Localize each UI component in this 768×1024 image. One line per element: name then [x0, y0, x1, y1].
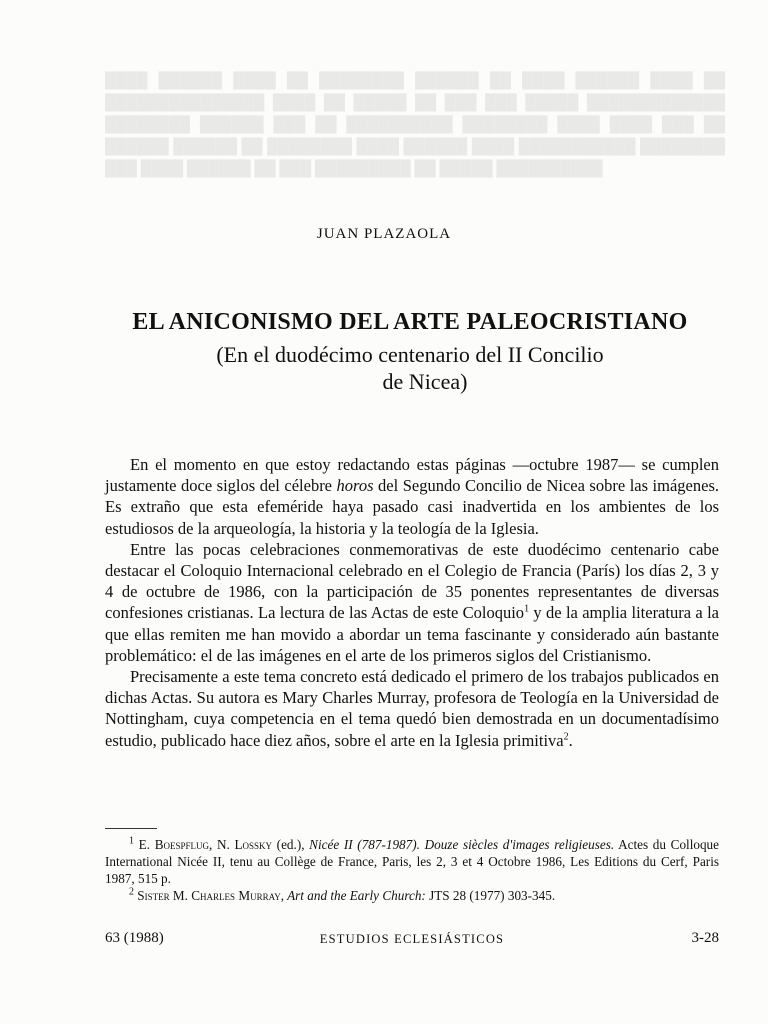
paragraph-1: En el momento en que estoy redactando estas páginas —octubre 1987— se cumplen justamente doce siglos del célebre horos del Segundo Concilio de Nicea sobre las imágenes. Es extraño que esta efeméride haya pasado casi inadvertida en los ambientes de los estudiosos de la arqueología, la historia y la teología de la Iglesia. [105, 455, 719, 538]
show-through-background: ████ ██████ ████ ██ ████████ ██████ ██ ████ ██████ ████ ██ ███████████████ ████ ██ █████ ██ ███ ███ █████ █████████████ ████████ ██████ ███ ██ ██████████ ████████ ████ ████ ███ ██ ██████ ██████ ██ ████████ ████ ██████ ████ ███████████ ████████ ███ ████ ██████ ██ ███ █████████ ██ █████ ██████████ [105, 73, 725, 177]
journal-issue: 63 (1988) [105, 930, 164, 946]
body-text [105, 454, 719, 751]
subtitle-line-2: de Nicea) [382, 369, 468, 394]
footnote-ref-1: 1 [524, 603, 530, 615]
footnotes [105, 836, 719, 904]
footnote-ref-2: 2 [563, 731, 569, 743]
article-subtitle [100, 341, 720, 395]
author-name: JUAN PLAZAOLA [316, 226, 452, 242]
footnote-1: $^1$ E. Boespflug, N. Lossky (ed.), Nicée II (787-1987). Douze siècles d'images religieuses. Actes du Colloque International Nicée II, tenu au Collège de France, Paris, les 2, 3 et 4 Octobre 1986, Les Editions du Cerf, Paris 1987, 515 p. [105, 835, 720, 886]
paragraph-3: Precisamente a este tema concreto está dedicado el primero de los trabajos publicados en dichas Actas. Su autora es Mary Charles Murray, profesora de Teología en la Universidad de Nottingham, cuya competencia en el tema quedó bien demostrada en un documentadísimo estudio, publicado hace diez años, sobre el arte en la Iglesia primitiva$^2$. [105, 667, 719, 750]
article-title: EL ANICONISMO DEL ARTE PALEOCRISTIANO [132, 309, 688, 335]
subtitle-line-1: (En el duodécimo centenario del II Concilio [216, 342, 604, 367]
footnote-divider [105, 828, 157, 829]
page-range: 3-28 [691, 930, 719, 946]
journal-name: ESTUDIOS ECLESIÁSTICOS [319, 932, 505, 946]
paragraph-2: Entre las pocas celebraciones conmemorativas de este duodécimo centenario cabe destacar el Coloquio Internacional celebrado en el Colegio de Francia (París) los días 2, 3 y 4 de octubre de 1986, con la participación de 35 ponentes representantes de diversas confesiones cristianas. La lectura de las Actas de este Coloquio$^1$ y de la amplia literatura a la que ellas remiten me han movido a abordar un tema fascinante y considerado aún bastante problemático: el de las imágenes en el arte de los primeros siglos del Cristianismo. [105, 539, 719, 665]
italic-term: horos [336, 476, 374, 496]
footnote-2: $^2$ Sister M. Charles Murray, Art and the Early Church: JTS 28 (1977) 303-345. [129, 886, 556, 903]
